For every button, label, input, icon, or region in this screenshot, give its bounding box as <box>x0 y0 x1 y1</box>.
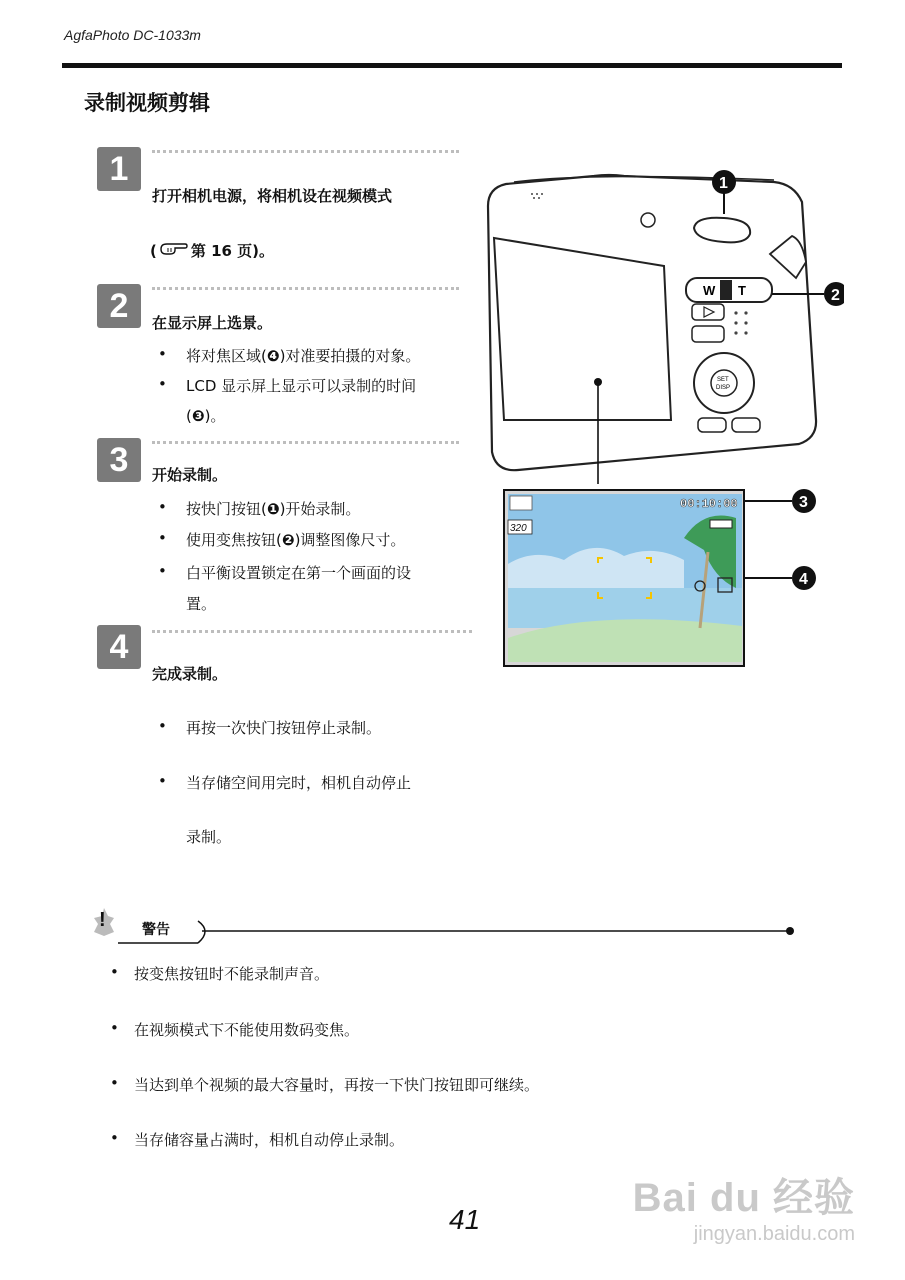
callout-1-label: 1 <box>719 175 728 192</box>
bullet-text: )开始录制。 <box>279 500 361 518</box>
callout-2 <box>824 282 844 306</box>
step-1-page-ref: 第 16 页)。 <box>190 242 275 260</box>
page-title: 录制视频剪辑 <box>84 91 210 115</box>
step-3-bullet-2 <box>186 529 405 550</box>
screen-resolution: 320 <box>510 523 527 534</box>
callout-3-label: 3 <box>799 494 808 511</box>
step-1-badge: 1 <box>97 147 141 191</box>
zoom-w-label: W <box>703 283 716 298</box>
step-3-divider <box>152 441 459 444</box>
warning-item-3: 当达到单个视频的最大容量时，再按一下快门按钮即可继续。 <box>134 1076 540 1094</box>
step-3-bullet-3-cont: 置。 <box>186 595 217 613</box>
callout-ref-4: ❹ <box>266 347 280 365</box>
callout-ref-1: ❶ <box>266 500 280 518</box>
step-1-divider <box>152 150 459 153</box>
step-1-line-1: 打开相机电源，将相机设在视频模式 <box>152 187 393 205</box>
warning-bullet-2-dot: • <box>110 1019 119 1037</box>
warning-bullet-4-dot: • <box>110 1129 119 1147</box>
callout-ref-2: ❷ <box>281 531 295 549</box>
step-4-title: 完成录制。 <box>152 665 228 683</box>
warning-item-2: 在视频模式下不能使用数码变焦。 <box>134 1021 360 1039</box>
step-1-line-2 <box>150 240 274 261</box>
warning-bullet-1-dot: • <box>110 963 119 981</box>
step-2-bullet-2-dot: • <box>158 375 167 393</box>
callout-2-label: 2 <box>831 287 840 304</box>
step-3-badge: 3 <box>97 438 141 482</box>
step-3-bullet-3: 白平衡设置锁定在第一个画面的设 <box>186 564 412 582</box>
step-4-bullet-2-dot: • <box>158 772 167 790</box>
bullet-text: )调整图像尺寸。 <box>294 531 406 549</box>
step-2-bullet-2: LCD 显示屏上显示可以录制的时间 <box>186 377 417 395</box>
warning-bullet-3-dot: • <box>110 1074 119 1092</box>
warning-icon <box>92 906 116 936</box>
warning-item-4: 当存储容量占满时，相机自动停止录制。 <box>134 1131 405 1149</box>
warning-item-1: 按变焦按钮时不能录制声音。 <box>134 965 330 983</box>
bullet-text: 使用变焦按钮( <box>186 531 282 549</box>
step-4-bullet-1: 再按一次快门按钮停止录制。 <box>186 719 382 737</box>
bullet-text: ( <box>186 407 192 425</box>
step-3-bullet-1-dot: • <box>158 498 167 516</box>
set-label: SET <box>717 377 729 383</box>
callout-1 <box>712 170 736 194</box>
disp-label: DISP <box>716 385 731 391</box>
step-1-paren: ( <box>150 241 157 260</box>
callout-ref-3: ❸ <box>191 407 205 425</box>
header-rule <box>62 63 842 68</box>
step-3-bullet-2-dot: • <box>158 529 167 547</box>
step-4-badge: 4 <box>97 625 141 669</box>
bullet-text: 将对焦区域( <box>186 347 267 365</box>
warning-rule <box>118 917 798 947</box>
callout-3 <box>792 489 816 513</box>
document-header-title: AgfaPhoto DC-1033m <box>64 27 201 43</box>
bullet-text: )对准要拍摄的对象。 <box>279 347 421 365</box>
step-2-divider <box>152 287 459 290</box>
step-4-divider <box>152 630 472 633</box>
watermark-brand: Bai du 经验 <box>632 1176 855 1220</box>
zoom-t-label: T <box>738 283 746 298</box>
callout-4 <box>792 566 816 590</box>
step-2-title: 在显示屏上选景。 <box>152 314 273 332</box>
step-4-bullet-2: 当存储空间用完时，相机自动停止 <box>186 774 412 792</box>
step-3-bullet-3-dot: • <box>158 562 167 580</box>
baidu-watermark <box>633 1166 855 1246</box>
callout-4-label: 4 <box>799 571 808 588</box>
step-3-bullet-1 <box>186 498 360 519</box>
step-2-bullet-1-dot: • <box>158 345 167 363</box>
screen-time-remaining: 00:10:00 <box>680 497 738 511</box>
pointing-hand-icon <box>159 241 189 261</box>
warning-label: 警告 <box>142 922 170 938</box>
warning-icon-glyph: ! <box>99 909 106 931</box>
step-4-bullet-1-dot: • <box>158 717 167 735</box>
camera-illustration <box>474 168 844 673</box>
watermark-url: jingyan.baidu.com <box>693 1223 855 1245</box>
step-2-badge: 2 <box>97 284 141 328</box>
bullet-text: )。 <box>204 407 226 425</box>
step-2-bullet-2-cont <box>186 405 225 426</box>
step-4-bullet-2-cont: 录制。 <box>186 828 232 846</box>
step-3-title: 开始录制。 <box>152 466 228 484</box>
page-number: 41 <box>449 1204 481 1235</box>
step-2-bullet-1 <box>186 345 420 366</box>
bullet-text: 按快门按钮( <box>186 500 267 518</box>
